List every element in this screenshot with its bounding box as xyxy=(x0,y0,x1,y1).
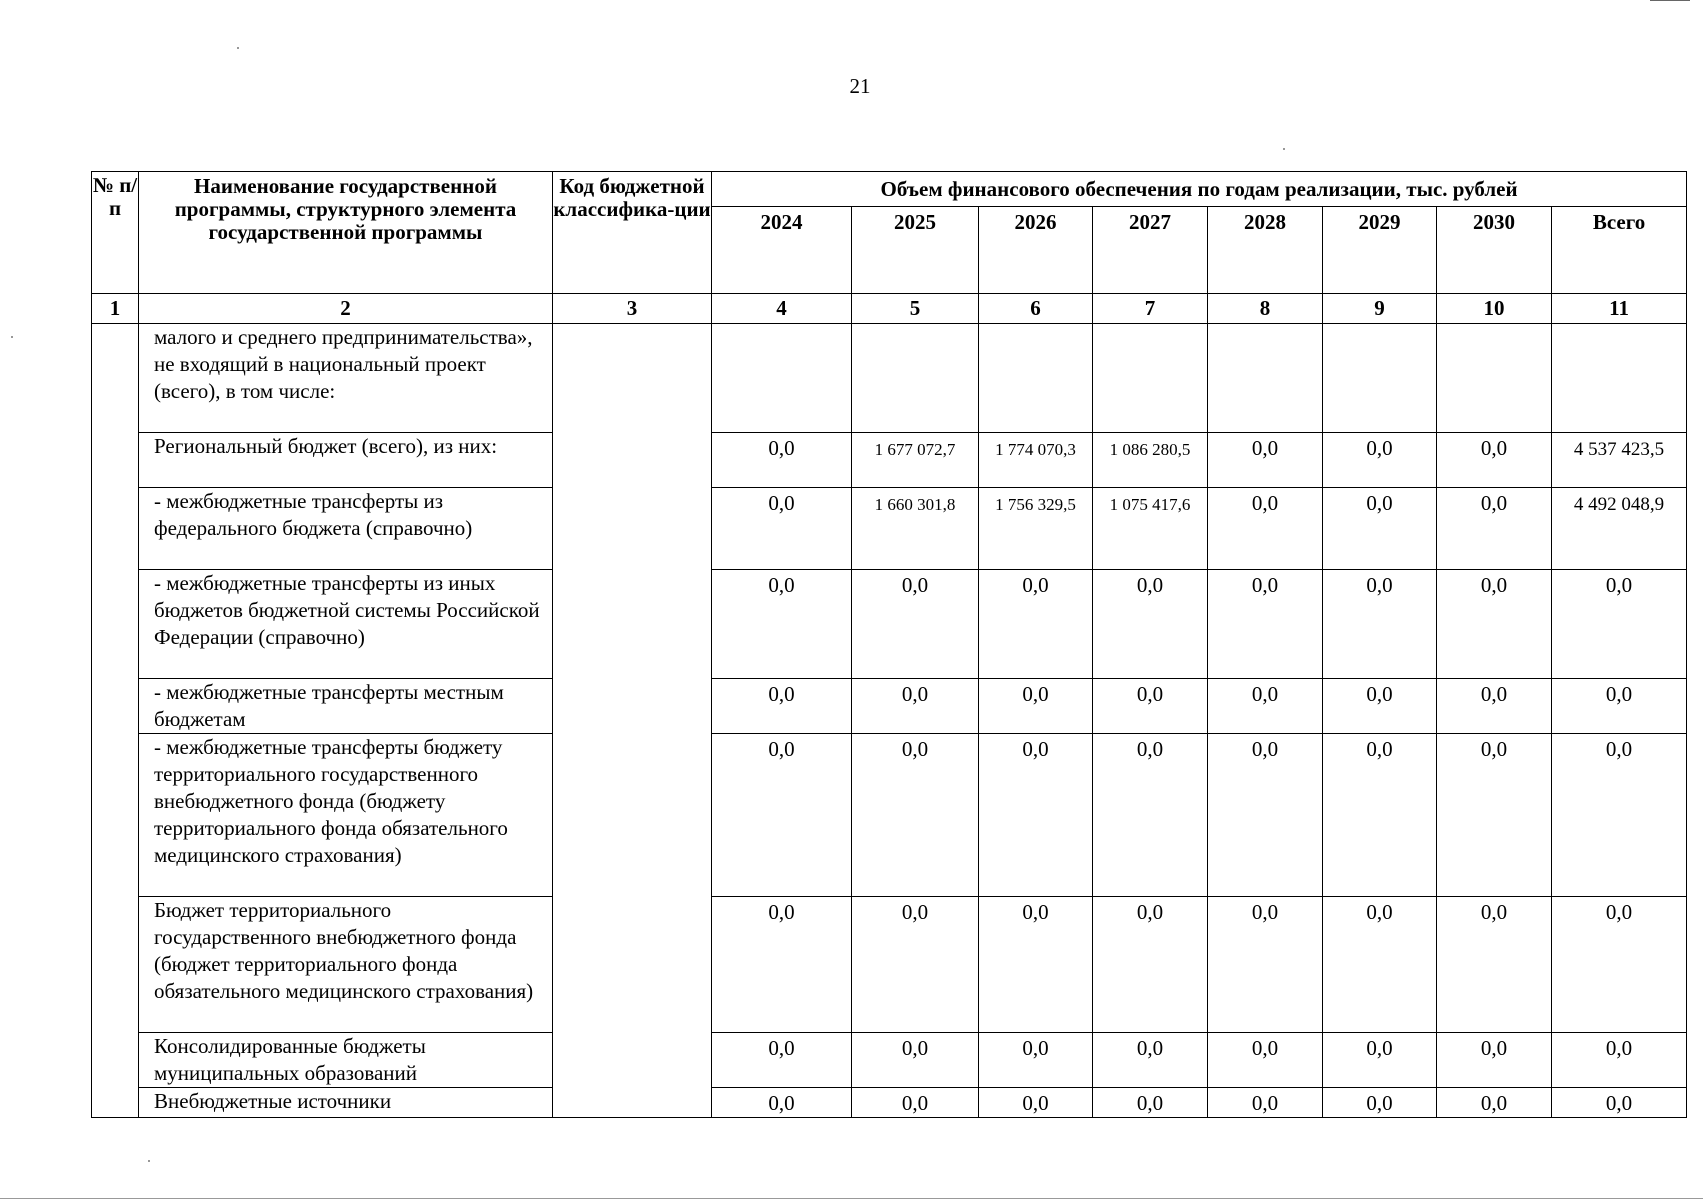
value-cell-2030: 0,0 xyxy=(1437,433,1552,488)
column-number: 11 xyxy=(1552,294,1687,324)
value-cell-2027: 1 086 280,5 xyxy=(1093,433,1208,488)
value-cell-total: 0,0 xyxy=(1552,1088,1687,1118)
value-cell-total: 0,0 xyxy=(1552,570,1687,679)
value-cell-2025: 0,0 xyxy=(852,570,979,679)
header-year-2027: 2027 xyxy=(1093,207,1208,294)
value-cell-2027: 0,0 xyxy=(1093,1088,1208,1118)
value-cell-2027: 0,0 xyxy=(1093,897,1208,1033)
value-cell-2030: 0,0 xyxy=(1437,734,1552,897)
header-funding: Объем финансового обеспечения по годам реализации, тыс. рублей xyxy=(712,172,1687,207)
header-year-2026: 2026 xyxy=(979,207,1093,294)
value-cell-2029: 0,0 xyxy=(1323,1033,1437,1088)
value-cell-2027: 0,0 xyxy=(1093,1033,1208,1088)
value-cell-2028: 0,0 xyxy=(1208,1088,1323,1118)
value-cell-2025 xyxy=(852,324,979,433)
table-row xyxy=(92,897,1687,1033)
header-total: Всего xyxy=(1552,207,1687,294)
value-cell-2027: 0,0 xyxy=(1093,679,1208,734)
table-row xyxy=(92,1033,1687,1088)
value-cell-2028: 0,0 xyxy=(1208,433,1323,488)
value-cell-2025: 0,0 xyxy=(852,1033,979,1088)
table-row xyxy=(92,679,1687,734)
value-cell-2024: 0,0 xyxy=(712,570,852,679)
header-year-2029: 2029 xyxy=(1323,207,1437,294)
value-cell-2027: 1 075 417,6 xyxy=(1093,488,1208,570)
table-row xyxy=(92,734,1687,897)
table-row xyxy=(92,324,1687,433)
value-cell-2028: 0,0 xyxy=(1208,897,1323,1033)
column-number: 9 xyxy=(1323,294,1437,324)
value-cell-2024: 0,0 xyxy=(712,488,852,570)
column-number: 2 xyxy=(139,294,553,324)
header-year-2024: 2024 xyxy=(712,207,852,294)
value-cell-total: 0,0 xyxy=(1552,679,1687,734)
header-year-2028: 2028 xyxy=(1208,207,1323,294)
value-cell-2029: 0,0 xyxy=(1323,734,1437,897)
page-number: 21 xyxy=(849,74,871,98)
table-row xyxy=(92,433,1687,488)
table-row xyxy=(92,488,1687,570)
page-bottom-edge xyxy=(0,1198,1703,1199)
value-cell-2029: 0,0 xyxy=(1323,433,1437,488)
header-num: № п/п xyxy=(92,172,139,294)
value-cell-total: 4 492 048,9 xyxy=(1552,488,1687,570)
value-cell-2026: 1 756 329,5 xyxy=(979,488,1093,570)
value-cell-2026 xyxy=(979,324,1093,433)
value-cell-2027: 0,0 xyxy=(1093,734,1208,897)
value-cell-2026: 0,0 xyxy=(979,1033,1093,1088)
row-name: Внебюджетные источники xyxy=(139,1088,553,1118)
scan-speck xyxy=(148,1160,150,1162)
column-number: 10 xyxy=(1437,294,1552,324)
table-row xyxy=(92,1088,1687,1118)
value-cell-2028: 0,0 xyxy=(1208,679,1323,734)
column-number: 8 xyxy=(1208,294,1323,324)
value-cell-2027: 0,0 xyxy=(1093,570,1208,679)
value-cell-2030: 0,0 xyxy=(1437,897,1552,1033)
row-name: Консолидированные бюджеты муниципальных образований xyxy=(139,1033,553,1088)
value-cell-2029: 0,0 xyxy=(1323,679,1437,734)
column-numbers-row xyxy=(92,294,1687,324)
value-cell-2026: 0,0 xyxy=(979,679,1093,734)
column-number: 7 xyxy=(1093,294,1208,324)
row-name: - межбюджетные трансферты из иных бюджетов бюджетной системы Российской Федерации (справочно) xyxy=(139,570,553,679)
scan-speck xyxy=(237,47,239,49)
value-cell-2030: 0,0 xyxy=(1437,488,1552,570)
value-cell-2028: 0,0 xyxy=(1208,570,1323,679)
value-cell-2028 xyxy=(1208,324,1323,433)
value-cell-2026: 0,0 xyxy=(979,897,1093,1033)
value-cell-2025: 0,0 xyxy=(852,679,979,734)
scan-speck xyxy=(1283,148,1285,150)
value-cell-2026: 1 774 070,3 xyxy=(979,433,1093,488)
value-cell-2029 xyxy=(1323,324,1437,433)
column-number: 4 xyxy=(712,294,852,324)
header-year-2025: 2025 xyxy=(852,207,979,294)
table-row xyxy=(92,570,1687,679)
value-cell-2029: 0,0 xyxy=(1323,1088,1437,1118)
value-cell-2024: 0,0 xyxy=(712,1088,852,1118)
value-cell-2030: 0,0 xyxy=(1437,1088,1552,1118)
value-cell-2030: 0,0 xyxy=(1437,1033,1552,1088)
value-cell-total: 0,0 xyxy=(1552,1033,1687,1088)
value-cell-total xyxy=(1552,324,1687,433)
value-cell-2025: 1 660 301,8 xyxy=(852,488,979,570)
value-cell-2025: 0,0 xyxy=(852,897,979,1033)
value-cell-2025: 0,0 xyxy=(852,1088,979,1118)
value-cell-2026: 0,0 xyxy=(979,734,1093,897)
column-number: 6 xyxy=(979,294,1093,324)
value-cell-2028: 0,0 xyxy=(1208,488,1323,570)
value-cell-2024: 0,0 xyxy=(712,1033,852,1088)
code-cell xyxy=(553,324,712,1118)
header-year-2030: 2030 xyxy=(1437,207,1552,294)
value-cell-2030: 0,0 xyxy=(1437,679,1552,734)
value-cell-2026: 0,0 xyxy=(979,570,1093,679)
value-cell-2029: 0,0 xyxy=(1323,570,1437,679)
value-cell-2030: 0,0 xyxy=(1437,570,1552,679)
row-name: - межбюджетные трансферты бюджету территориального государственного внебюджетного фонда (бюджету территориального фонда обязательного медицинского страхования) xyxy=(139,734,553,897)
value-cell-total: 0,0 xyxy=(1552,897,1687,1033)
value-cell-2024: 0,0 xyxy=(712,734,852,897)
value-cell-2030 xyxy=(1437,324,1552,433)
value-cell-2024: 0,0 xyxy=(712,433,852,488)
row-name: Бюджет территориального государственного внебюджетного фонда (бюджет территориального фонда обязательного медицинского страхования) xyxy=(139,897,553,1033)
value-cell-2025: 1 677 072,7 xyxy=(852,433,979,488)
value-cell-total: 4 537 423,5 xyxy=(1552,433,1687,488)
funding-table xyxy=(91,171,1687,1118)
value-cell-2026: 0,0 xyxy=(979,1088,1093,1118)
value-cell-2028: 0,0 xyxy=(1208,1033,1323,1088)
column-number: 3 xyxy=(553,294,712,324)
header-code: Код бюджетной классифика-ции xyxy=(553,172,712,294)
value-cell-2024: 0,0 xyxy=(712,679,852,734)
value-cell-2024 xyxy=(712,324,852,433)
value-cell-2027 xyxy=(1093,324,1208,433)
row-name: - межбюджетные трансферты из федерального бюджета (справочно) xyxy=(139,488,553,570)
value-cell-2024: 0,0 xyxy=(712,897,852,1033)
value-cell-2029: 0,0 xyxy=(1323,488,1437,570)
value-cell-2029: 0,0 xyxy=(1323,897,1437,1033)
header-name: Наименование государственной программы, структурного элемента государственной программы xyxy=(139,172,553,294)
column-number: 1 xyxy=(92,294,139,324)
row-name: малого и среднего предпринимательства», не входящий в национальный проект (всего), в том числе: xyxy=(139,324,553,433)
column-number: 5 xyxy=(852,294,979,324)
num-cell xyxy=(92,324,139,1118)
value-cell-2025: 0,0 xyxy=(852,734,979,897)
scan-speck xyxy=(11,336,13,338)
value-cell-total: 0,0 xyxy=(1552,734,1687,897)
value-cell-2028: 0,0 xyxy=(1208,734,1323,897)
page-edge-mark xyxy=(1650,0,1690,1)
row-name: Региональный бюджет (всего), из них: xyxy=(139,433,553,488)
row-name: - межбюджетные трансферты местным бюджетам xyxy=(139,679,553,734)
